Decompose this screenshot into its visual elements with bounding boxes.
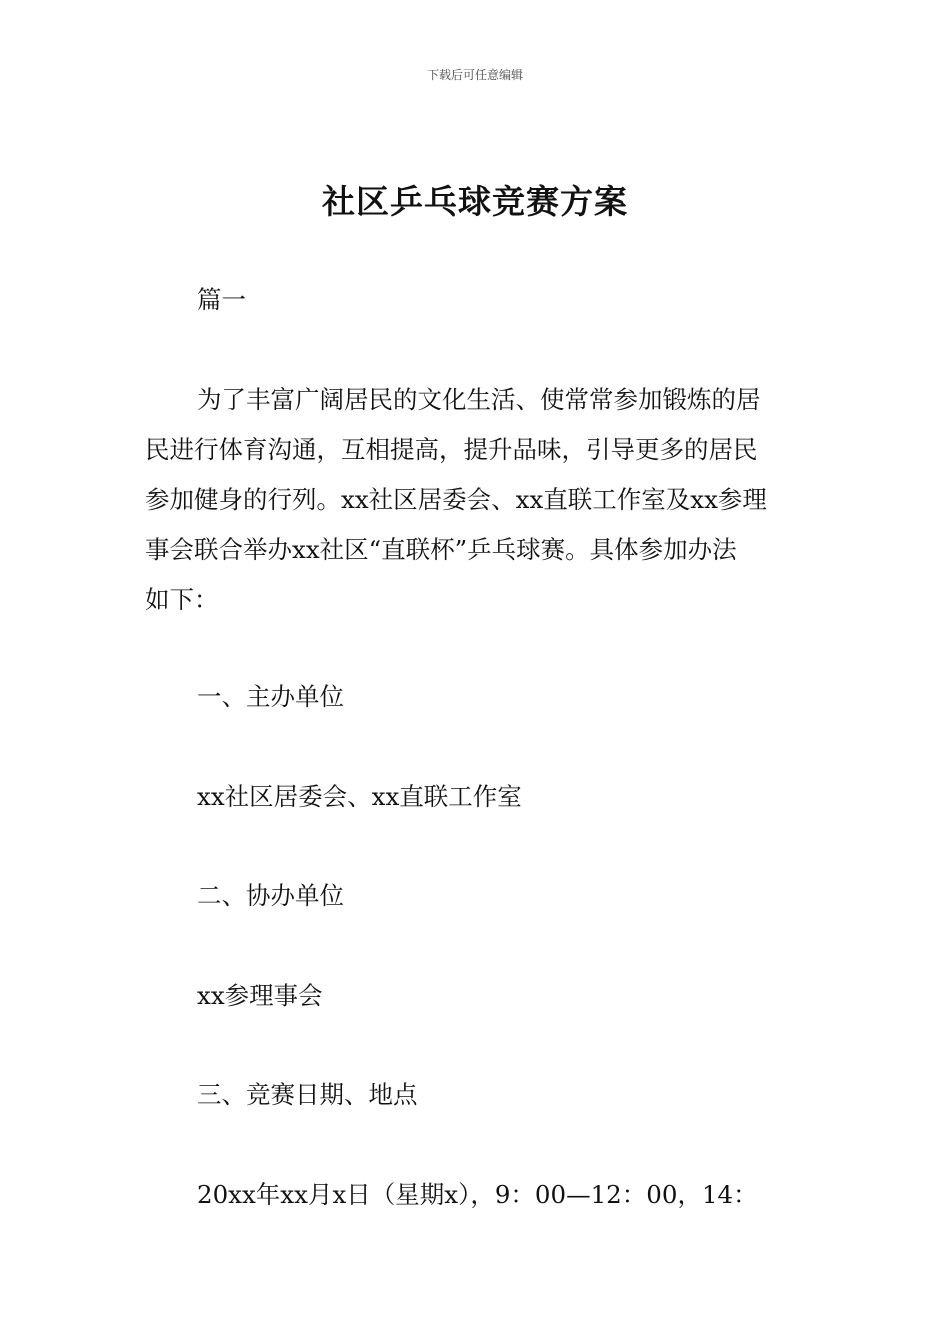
intro-line: 如下： <box>145 585 219 614</box>
intro-line: 民进行体育沟通，互相提高，提升品味，引导更多的居民 <box>145 435 758 464</box>
co-organizer-heading: 二、协办单位 <box>197 881 344 910</box>
co-organizer-value: xx参理事会 <box>197 981 323 1010</box>
organizer-value: xx社区居委会、xx直联工作室 <box>197 782 522 811</box>
intro-line: 为了丰富广阔居民的文化生活、使常常参加锻炼的居 <box>197 385 761 414</box>
date-place-value: 20xx年xx月x日（星期x），9：00—12：00，14： <box>197 1180 758 1209</box>
intro-line: 参加健身的行列。xx社区居委会、xx直联工作室及xx参理 <box>145 485 767 514</box>
header-note: 下载后可任意编辑 <box>426 68 523 82</box>
intro-paragraph <box>145 375 810 625</box>
document-title: 社区乒乓球竞赛方案 <box>322 182 628 221</box>
section-label: 篇一 <box>197 285 246 314</box>
organizer-heading: 一、主办单位 <box>197 682 344 711</box>
intro-line: 事会联合举办xx社区“直联杯”乒乓球赛。具体参加办法 <box>145 535 737 564</box>
date-place-heading: 三、竞赛日期、地点 <box>197 1080 418 1109</box>
